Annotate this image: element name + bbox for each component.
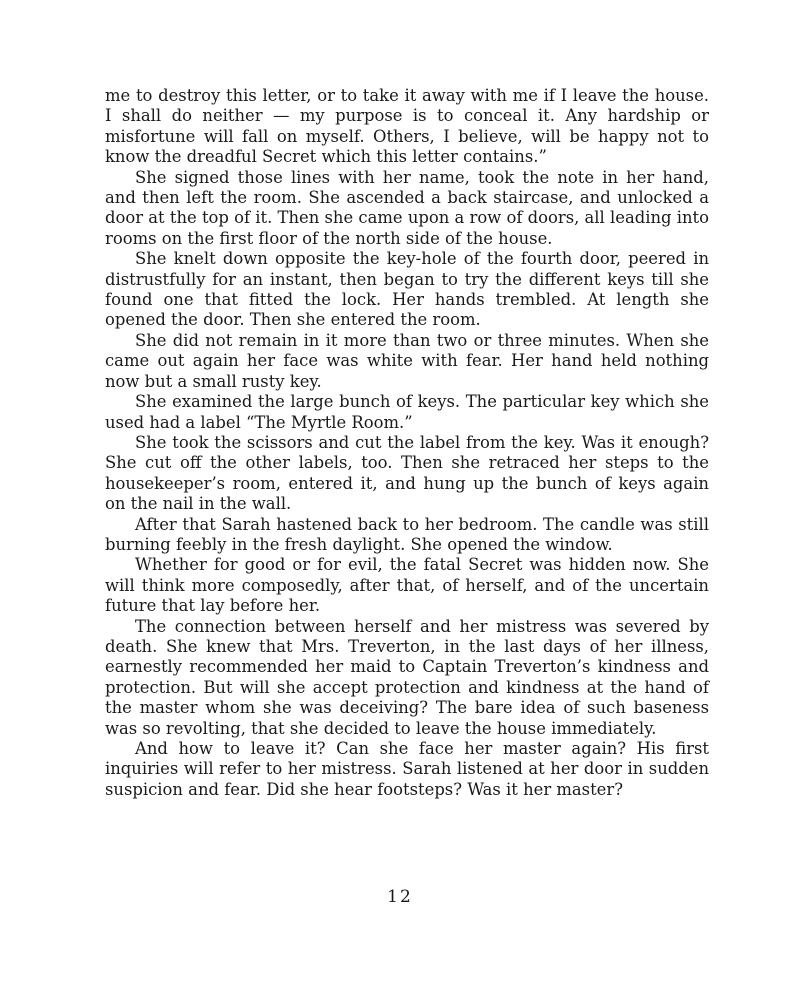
paragraph: And how to leave it? Can she face her master again? His first inquiries will refer to her mistress. Sarah listened at her door in sudden suspicion and fear. Did she hear footsteps? Was it her master? bbox=[105, 739, 709, 799]
paragraph-continuation: me to destroy this letter, or to take it away with me if I leave the house. I shall do neither — my purpose is to conceal it. Any hardship or misfortune will fall on myself. Others, I believe, will be happy not to know the dreadful Secret which this letter contains.” bbox=[105, 86, 709, 167]
paragraph: She signed those lines with her name, took the note in her hand, and then left the room. She ascended a back staircase, and unlocked a door at the top of it. Then she came upon a row of doors, all leading into rooms on the first floor of the north side of the house. bbox=[105, 167, 709, 248]
paragraph: She did not remain in it more than two or three minutes. When she came out again her face was white with fear. Her hand held nothing now but a small rusty key. bbox=[105, 330, 709, 391]
page-body bbox=[105, 86, 709, 800]
paragraph: Whether for good or for evil, the fatal Secret was hidden now. She will think more composedly, after that, of herself, and of the uncertain future that lay before her. bbox=[105, 555, 709, 616]
paragraph: She knelt down opposite the key-hole of the fourth door, peered in distrustfully for an instant, then began to try the different keys till she found one that fitted the lock. Her hands trembled. At length she opened the door. Then she entered the room. bbox=[105, 249, 709, 330]
paragraph: The connection between herself and her mistress was severed by death. She knew that Mrs. Treverton, in the last days of her illness, earnestly recommended her maid to Captain Treverton’s kindness and protection. But will she accept protection and kindness at the hand of the master whom she was deceiving? The bare idea of such baseness was so revolting, that she decided to leave the house immediately. bbox=[105, 616, 709, 738]
paragraph: She examined the large bunch of keys. The particular key which she used had a label “The Myrtle Room.” bbox=[105, 392, 709, 432]
paragraph: After that Sarah hastened back to her bedroom. The candle was still burning feebly in the fresh daylight. She opened the window. bbox=[105, 514, 709, 554]
page-number: 12 bbox=[387, 887, 413, 907]
paragraph: She took the scissors and cut the label from the key. Was it enough? She cut off the other labels, too. Then she retraced her steps to the housekeeper’s room, entered it, and hung up the bunch of keys again on the nail in the wall. bbox=[105, 432, 709, 514]
